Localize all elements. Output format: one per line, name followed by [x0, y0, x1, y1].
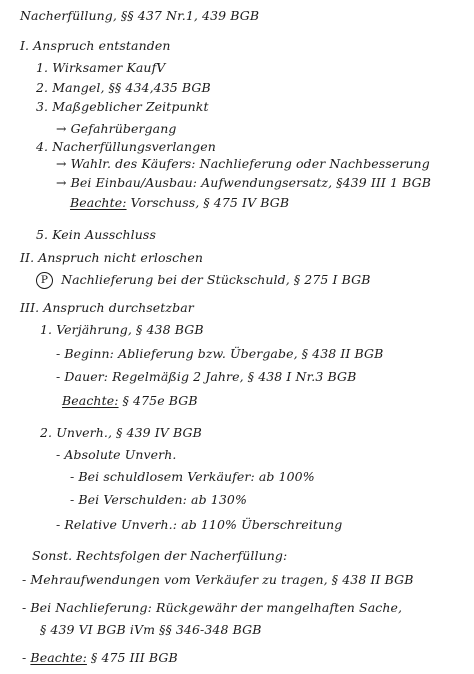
heading-anspruch-nicht-erloschen: II. Anspruch nicht erloschen: [20, 250, 204, 265]
item-mangel: 2. Mangel, §§ 434,435 BGB: [36, 80, 211, 95]
item-kein-ausschluss: 5. Kein Ausschluss: [36, 227, 156, 242]
item-rueckgewaehr-normen: § 439 VI BGB iVm §§ 346-348 BGB: [40, 622, 262, 637]
item-beginn: - Beginn: Ablieferung bzw. Übergabe, § 438 II BGB: [56, 346, 384, 361]
item-dauer: - Dauer: Regelmäßig 2 Jahre, § 438 I Nr.3 BGB: [56, 369, 357, 384]
item-beachte-vorschuss: [70, 195, 289, 211]
item-verschulden: - Bei Verschulden: ab 130%: [70, 492, 247, 507]
beachte-label: Beachte:: [70, 195, 127, 210]
beachte-label: Beachte:: [62, 393, 119, 408]
heading-sonstige-rechtsfolgen: Sonst. Rechtsfolgen der Nacherfüllung:: [32, 548, 288, 563]
item-gefahruebergang: → Gefahrübergang: [56, 121, 177, 136]
item-einbau-ausbau: → Bei Einbau/Ausbau: Aufwendungsersatz, §439 III 1 BGB: [56, 175, 432, 190]
heading-anspruch-durchsetzbar: III. Anspruch durchsetzbar: [20, 300, 194, 315]
beachte-label: Beachte:: [30, 650, 87, 665]
item-schuldloser-verkaeufer: - Bei schuldlosem Verkäufer: ab 100%: [70, 469, 315, 484]
item-nachlieferung-rueckgewaehr: - Bei Nachlieferung: Rückgewähr der mangelhaften Sache,: [22, 600, 403, 615]
item-nacherfuellungsverlangen: 4. Nacherfüllungsverlangen: [36, 139, 216, 154]
note-title: Nacherfüllung, §§ 437 Nr.1, 439 BGB: [20, 8, 260, 23]
beachte-text: § 475 III BGB: [91, 650, 178, 665]
item-mehraufwendungen: - Mehraufwendungen vom Verkäufer zu tragen, § 438 II BGB: [22, 572, 414, 587]
item-wahlrecht-kaeufer: → Wahlr. des Käufers: Nachlieferung oder Nachbesserung: [56, 156, 430, 171]
item-problem-stueckschuld: [36, 272, 371, 289]
item-wirksamer-kaufvertrag: 1. Wirksamer KaufV: [36, 60, 166, 75]
problem-circle-icon: P: [36, 272, 53, 289]
problem-text: Nachlieferung bei der Stückschuld, § 275 I BGB: [61, 272, 371, 287]
item-beachte-475-iii: [22, 650, 178, 666]
beachte-text: § 475e BGB: [122, 393, 198, 408]
item-beachte-475e: [62, 393, 198, 409]
dash-bullet: -: [22, 650, 31, 665]
heading-anspruch-entstanden: I. Anspruch entstanden: [20, 38, 171, 53]
item-verjaehrung: 1. Verjährung, § 438 BGB: [40, 322, 204, 337]
item-unverhaeltnismaessigkeit: 2. Unverh., § 439 IV BGB: [40, 425, 202, 440]
item-relative-unverh: - Relative Unverh.: ab 110% Überschreitung: [56, 517, 343, 532]
beachte-text: Vorschuss, § 475 IV BGB: [130, 195, 290, 210]
item-absolute-unverh: - Absolute Unverh.: [56, 447, 177, 462]
item-massgeblicher-zeitpunkt: 3. Maßgeblicher Zeitpunkt: [36, 99, 209, 114]
